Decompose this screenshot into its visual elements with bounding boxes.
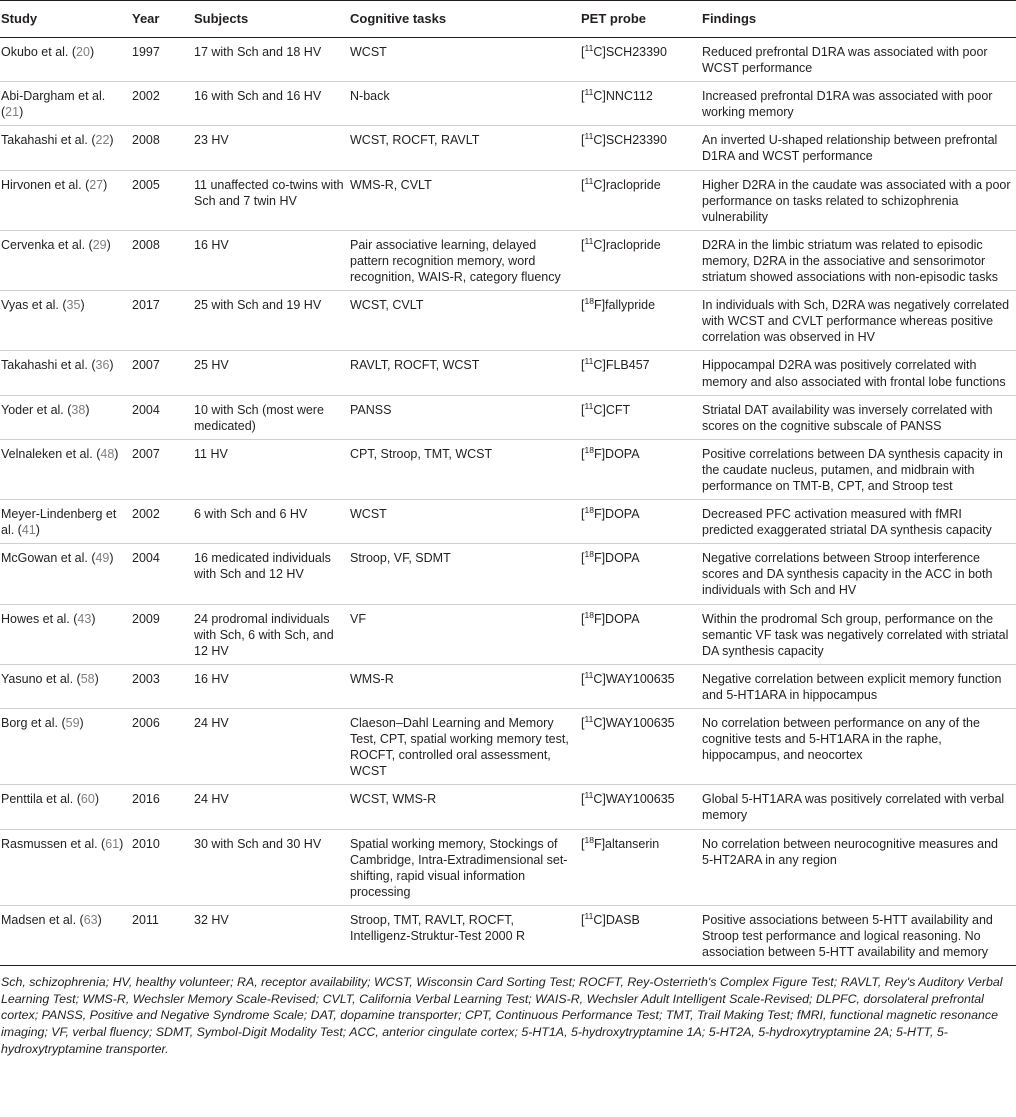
- probe-name: C]raclopride: [593, 237, 661, 252]
- study-name-end: ): [19, 105, 24, 120]
- pet-probe-cell: [$^{11}$C]raclopride: [581, 235, 661, 252]
- year-cell: 2007: [132, 446, 160, 461]
- cognitive-tasks-cell: Stroop, VF, SDMT: [350, 551, 451, 566]
- header-study: Study: [1, 11, 38, 26]
- study-name: Madsen et al. (: [1, 912, 84, 927]
- year-cell: 2002: [132, 89, 160, 104]
- pet-probe-cell: [$^{18}$F]fallypride: [581, 296, 656, 313]
- study-cell: [0, 126, 130, 170]
- subjects-cell: 24 HV: [194, 716, 229, 730]
- table-row: [0, 664, 1016, 708]
- year-cell: 2006: [132, 716, 160, 730]
- header-subjects: Subjects: [194, 11, 249, 26]
- study-name: Penttila et al. (: [1, 792, 81, 807]
- cognitive-tasks-cell: RAVLT, ROCFT, WCST: [350, 358, 480, 373]
- table-row: [0, 709, 1016, 785]
- year-cell: 2002: [132, 507, 160, 522]
- study-name-end: ): [94, 792, 99, 807]
- subjects-cell: 11 unaffected co-twins with Sch and 7 twin HV: [194, 177, 344, 208]
- isotope-mass-number: 18: [584, 444, 594, 455]
- cognitive-tasks-cell: VF: [350, 611, 366, 626]
- study-name: Okubo et al. (: [1, 45, 77, 59]
- table-row: [0, 170, 1016, 230]
- findings-cell: Decreased PFC activation measured with fMRI predicted exaggerated striatal DA synthesis capacity: [702, 507, 992, 538]
- year-cell: 2016: [132, 792, 160, 807]
- findings-cell: In individuals with Sch, D2RA was negatively correlated with WCST and CVLT performance whereas positive correlation was observed in HV: [702, 298, 1010, 345]
- pet-probe-cell: [$^{18}$F]DOPA: [581, 549, 640, 566]
- cognitive-tasks-cell: Spatial working memory, Stockings of Cambridge, Intra-Extradimensional set-shifting, rapid visual information processing: [350, 836, 568, 899]
- year-cell: 2011: [132, 912, 159, 927]
- isotope-mass-number: 11: [584, 87, 594, 98]
- findings-cell: Positive associations between 5-HTT availability and Stroop test performance and logical reasoning. No association between 5-HTT availability and memory: [702, 912, 993, 960]
- study-name-end: ): [94, 671, 99, 686]
- header-year: Year: [132, 11, 160, 26]
- findings-cell: Positive correlations between DA synthesis capacity in the caudate nucleus, putamen, and midbrain with performance on TMT-B, CPT, and Stroop test: [702, 446, 1003, 493]
- isotope-mass-number: 11: [584, 790, 594, 801]
- year-cell: 2009: [132, 611, 160, 626]
- table-row: [0, 38, 1016, 82]
- year-cell: 2008: [132, 133, 160, 148]
- pet-probe-cell: [$^{18}$F]DOPA: [581, 505, 640, 522]
- study-cell: [0, 291, 130, 351]
- cognitive-tasks-cell: WCST, ROCFT, RAVLT: [350, 133, 480, 148]
- findings-cell: No correlation between neurocognitive measures and 5-HT2ARA in any region: [702, 836, 999, 867]
- subjects-cell: 24 prodromal individuals with Sch, 6 with Sch, and 12 HV: [194, 611, 334, 658]
- subjects-cell: 16 medicated individuals with Sch and 12 HV: [194, 551, 331, 582]
- year-cell: 2007: [132, 358, 160, 373]
- table-footnote: Sch, schizophrenia; HV, healthy volunteer; RA, receptor availability; WCST, Wisconsin Card Sorting Test; ROCFT, Rey-Osterrieth's Complex Figure Test; RAVLT, Rey's Auditory Verbal Learning Test; WMS-R, Wechsler Memory Scale-Revised; CVLT, California Verbal Learning Test; WAIS-R, Wechsler Adult Intelligent Scale-Revised; DLPFC, dorsolateral prefrontal cortex; PANSS, Positive and Negative Syndrome Scale; DAT, dopamine transporter; CPT, Continuous Performance Test; TMT, Trail Making Test; fMRI, functional magnetic resonance imaging; VF, verbal fluency; SDMT, Symbol-Digit Modality Test; ACC, anterior cingulate cortex; 5-HT1A, 5-hydroxytryptamine 1A; 5-HT2A, 5-hydroxytryptamine 2A; 5-HTT, 5-hydroxytryptamine transporter.: [1, 975, 1003, 1056]
- findings-cell: Reduced prefrontal D1RA was associated with poor WCST performance: [702, 45, 988, 76]
- findings-cell: Within the prodromal Sch group, performance on the semantic VF task was negatively correlated with striatal DA synthesis capacity: [702, 611, 1009, 658]
- study-name-end: ): [80, 298, 85, 313]
- reference-link[interactable]: 60: [80, 792, 95, 807]
- reference-link[interactable]: 58: [80, 671, 95, 686]
- study-cell: [0, 785, 130, 829]
- isotope-mass-number: 18: [584, 296, 594, 307]
- findings-cell: Global 5-HT1ARA was positively correlated with verbal memory: [702, 792, 1005, 823]
- study-name: Meyer-Lindenberg et al. (: [1, 507, 117, 538]
- pet-probe-cell: [$^{11}$C]SCH23390: [581, 43, 667, 59]
- study-name: Yasuno et al. (: [1, 671, 81, 686]
- reference-link[interactable]: 29: [92, 237, 107, 252]
- study-name-end: ): [85, 402, 90, 417]
- isotope-mass-number: 18: [584, 609, 594, 620]
- pet-probe-cell: [$^{11}$C]NNC112: [581, 87, 653, 104]
- cognitive-tasks-cell: WMS-R: [350, 671, 394, 686]
- study-cell: [0, 439, 130, 499]
- study-name: McGowan et al. (: [1, 551, 96, 566]
- subjects-cell: 24 HV: [194, 792, 229, 807]
- study-name-end: ): [109, 133, 114, 148]
- subjects-cell: 25 HV: [194, 358, 229, 373]
- table-row: [0, 500, 1016, 544]
- isotope-mass-number: 11: [584, 235, 594, 246]
- cognitive-tasks-cell: WCST, WMS-R: [350, 792, 437, 807]
- probe-name: C]WAY100635: [593, 792, 675, 807]
- study-cell: [0, 829, 130, 905]
- probe-name: C]WAY100635: [593, 716, 675, 730]
- year-cell: 2004: [132, 551, 160, 566]
- study-name-end: ): [79, 716, 84, 730]
- study-cell: [0, 664, 130, 708]
- cognitive-tasks-cell: CPT, Stroop, TMT, WCST: [350, 446, 493, 461]
- pet-probe-cell: [$^{11}$C]DASB: [581, 910, 640, 927]
- study-name: Hirvonen et al. (: [1, 177, 90, 192]
- reference-link[interactable]: 35: [66, 298, 81, 313]
- table-row: [0, 291, 1016, 351]
- table-row: [0, 439, 1016, 499]
- isotope-mass-number: 18: [584, 549, 594, 560]
- pet-probe-cell: [$^{11}$C]SCH23390: [581, 131, 667, 148]
- study-name: Howes et al. (: [1, 611, 78, 626]
- pet-probe-cell: [$^{18}$F]DOPA: [581, 609, 640, 626]
- study-cell: [0, 905, 130, 965]
- study-name-end: ): [114, 446, 119, 461]
- study-name: Takahashi et al. (: [1, 358, 96, 373]
- reference-link[interactable]: 59: [65, 716, 80, 730]
- study-cell: [0, 82, 130, 126]
- table-row: [0, 351, 1016, 395]
- isotope-mass-number: 11: [584, 910, 594, 921]
- cognitive-tasks-cell: WCST: [350, 507, 387, 522]
- subjects-cell: 16 with Sch and 16 HV: [194, 89, 322, 104]
- year-cell: 2004: [132, 402, 160, 417]
- study-name-end: ): [89, 45, 95, 59]
- pet-probe-cell: [$^{11}$C]WAY100635: [581, 790, 675, 807]
- probe-name: C]DASB: [593, 912, 640, 927]
- study-cell: [0, 351, 130, 395]
- header-cognitive-tasks: Cognitive tasks: [350, 11, 447, 26]
- isotope-mass-number: 18: [584, 834, 594, 845]
- probe-name: C]SCH23390: [593, 45, 667, 59]
- study-cell: [0, 395, 130, 439]
- year-cell: 2005: [132, 177, 160, 192]
- table-row: [0, 544, 1016, 604]
- table-row: [0, 905, 1016, 965]
- reference-link[interactable]: 27: [89, 177, 104, 192]
- probe-name: C]NNC112: [593, 89, 653, 104]
- study-cell: [0, 604, 130, 664]
- reference-link[interactable]: 22: [95, 133, 110, 148]
- study-cell: [0, 500, 130, 544]
- probe-name: F]DOPA: [593, 551, 640, 566]
- probe-name: F]altanserin: [593, 836, 660, 851]
- study-name: Rasmussen et al. (: [1, 836, 106, 851]
- study-name-end: ): [109, 551, 114, 566]
- study-cell: [0, 230, 130, 290]
- table-row: [0, 126, 1016, 170]
- table-header: [0, 1, 1016, 38]
- study-name: Cervenka et al. (: [1, 237, 93, 252]
- study-name-end: ): [109, 358, 114, 373]
- reference-link[interactable]: 36: [95, 358, 110, 373]
- pet-probe-cell: [$^{11}$C]WAY100635: [581, 669, 675, 686]
- subjects-cell: 17 with Sch and 18 HV: [194, 45, 322, 59]
- findings-cell: No correlation between performance on any of the cognitive tests and 5-HT1ARA in the raphe, hippocampus, and neocortex: [702, 716, 980, 763]
- isotope-mass-number: 11: [584, 131, 594, 142]
- probe-name: C]CFT: [593, 402, 631, 417]
- isotope-mass-number: 18: [584, 505, 594, 516]
- cognitive-tasks-cell: Claeson–Dahl Learning and Memory Test, CPT, spatial working memory test, ROCFT, controlled oral assessment, WCST: [350, 716, 569, 779]
- findings-cell: Increased prefrontal D1RA was associated with poor working memory: [702, 89, 993, 120]
- subjects-cell: 16 HV: [194, 237, 229, 252]
- table-row: [0, 785, 1016, 829]
- table-row: [0, 604, 1016, 664]
- year-cell: 1997: [132, 45, 160, 59]
- study-name-end: ): [106, 237, 111, 252]
- isotope-mass-number: 11: [584, 714, 594, 724]
- cognitive-tasks-cell: Stroop, TMT, RAVLT, ROCFT, Intelligenz-Struktur-Test 2000 R: [350, 912, 526, 944]
- subjects-cell: 25 with Sch and 19 HV: [194, 298, 322, 313]
- subjects-cell: 6 with Sch and 6 HV: [194, 507, 308, 522]
- cognitive-tasks-cell: WCST, CVLT: [350, 298, 424, 313]
- probe-name: C]raclopride: [593, 177, 661, 192]
- year-cell: 2017: [132, 298, 160, 313]
- probe-name: F]DOPA: [593, 446, 640, 461]
- study-name-end: ): [119, 836, 124, 851]
- reference-link[interactable]: 63: [83, 912, 98, 927]
- study-name: Takahashi et al. (: [1, 133, 96, 148]
- table-row: [0, 829, 1016, 905]
- header-row: [0, 1, 1016, 38]
- subjects-cell: 10 with Sch (most were medicated): [194, 402, 324, 433]
- reference-link[interactable]: 48: [100, 446, 115, 461]
- probe-name: C]WAY100635: [593, 671, 675, 686]
- cognitive-tasks-cell: Pair associative learning, delayed pattern recognition memory, word recognition, WAIS-R, category fluency: [350, 237, 561, 285]
- probe-name: F]fallypride: [593, 298, 656, 313]
- study-name-end: ): [91, 611, 96, 626]
- year-cell: 2010: [132, 836, 160, 851]
- study-name-end: ): [97, 912, 102, 927]
- subjects-cell: 32 HV: [194, 912, 229, 927]
- cognitive-tasks-cell: WMS-R, CVLT: [350, 177, 432, 192]
- subjects-cell: 30 with Sch and 30 HV: [194, 836, 322, 851]
- isotope-mass-number: 11: [584, 356, 594, 367]
- reference-link[interactable]: 38: [71, 402, 86, 417]
- cognitive-tasks-cell: N-back: [350, 89, 390, 104]
- study-name-end: ): [103, 177, 108, 192]
- pet-probe-cell: [$^{18}$F]altanserin: [581, 834, 660, 851]
- reference-link[interactable]: 61: [105, 836, 120, 851]
- isotope-mass-number: 11: [584, 669, 594, 680]
- findings-cell: D2RA in the limbic striatum was related to episodic memory, D2RA in the associative and sensorimotor striatum showed associations with non-episodic tasks: [702, 237, 998, 285]
- study-name: Vyas et al. (: [1, 298, 67, 313]
- study-cell: [0, 709, 130, 785]
- isotope-mass-number: 11: [584, 400, 594, 411]
- study-cell: [0, 38, 130, 82]
- table-row: [0, 230, 1016, 290]
- reference-link[interactable]: 43: [77, 611, 92, 626]
- study-cell: [0, 170, 130, 230]
- study-name: Abi-Dargham et al. (: [1, 89, 106, 120]
- findings-cell: Negative correlations between Stroop interference scores and DA synthesis capacity in the ACC in both individuals with Sch and HV: [702, 551, 993, 598]
- reference-link[interactable]: 21: [5, 105, 20, 120]
- findings-cell: Higher D2RA in the caudate was associated with a poor performance on tasks related to schizophrenia vulnerability: [702, 177, 1011, 224]
- isotope-mass-number: 11: [584, 43, 594, 53]
- pet-probe-cell: [$^{11}$C]WAY100635: [581, 714, 675, 730]
- pet-probe-cell: [$^{18}$F]DOPA: [581, 444, 640, 461]
- probe-name: F]DOPA: [593, 611, 640, 626]
- header-findings: Findings: [702, 11, 757, 26]
- year-cell: 2008: [132, 237, 160, 252]
- subjects-cell: 16 HV: [194, 671, 229, 686]
- study-cell: [0, 544, 130, 604]
- isotope-mass-number: 11: [584, 175, 594, 186]
- table-row: [0, 395, 1016, 439]
- reference-link[interactable]: 41: [21, 523, 36, 538]
- subjects-cell: 23 HV: [194, 133, 229, 148]
- study-name: Borg et al. (: [1, 716, 66, 730]
- reference-link[interactable]: 20: [76, 45, 90, 59]
- probe-name: F]DOPA: [593, 507, 640, 522]
- study-name-end: ): [35, 523, 40, 538]
- cognitive-tasks-cell: WCST: [350, 45, 387, 59]
- pet-probe-cell: [$^{11}$C]raclopride: [581, 175, 661, 192]
- header-pet-probe: PET probe: [581, 11, 647, 26]
- findings-cell: Hippocampal D2RA was positively correlated with memory and also associated with frontal lobe functions: [702, 358, 1006, 389]
- study-name: Velnaleken et al. (: [1, 446, 101, 461]
- table-body: [0, 38, 1016, 966]
- year-cell: 2003: [132, 671, 160, 686]
- cognitive-tasks-cell: PANSS: [350, 402, 392, 417]
- table-row: [0, 82, 1016, 126]
- findings-cell: Negative correlation between explicit memory function and 5-HT1ARA in hippocampus: [702, 671, 1002, 702]
- reference-link[interactable]: 49: [95, 551, 110, 566]
- pet-probe-cell: [$^{11}$C]FLB457: [581, 356, 650, 373]
- findings-cell: An inverted U-shaped relationship between prefrontal D1RA and WCST performance: [702, 133, 998, 164]
- probe-name: C]SCH23390: [593, 133, 667, 148]
- study-name: Yoder et al. (: [1, 402, 72, 417]
- subjects-cell: 11 HV: [194, 446, 228, 461]
- pet-probe-cell: [$^{11}$C]CFT: [581, 400, 631, 417]
- findings-cell: Striatal DAT availability was inversely correlated with scores on the cognitive subscale of PANSS: [702, 402, 993, 433]
- probe-name: C]FLB457: [593, 358, 650, 373]
